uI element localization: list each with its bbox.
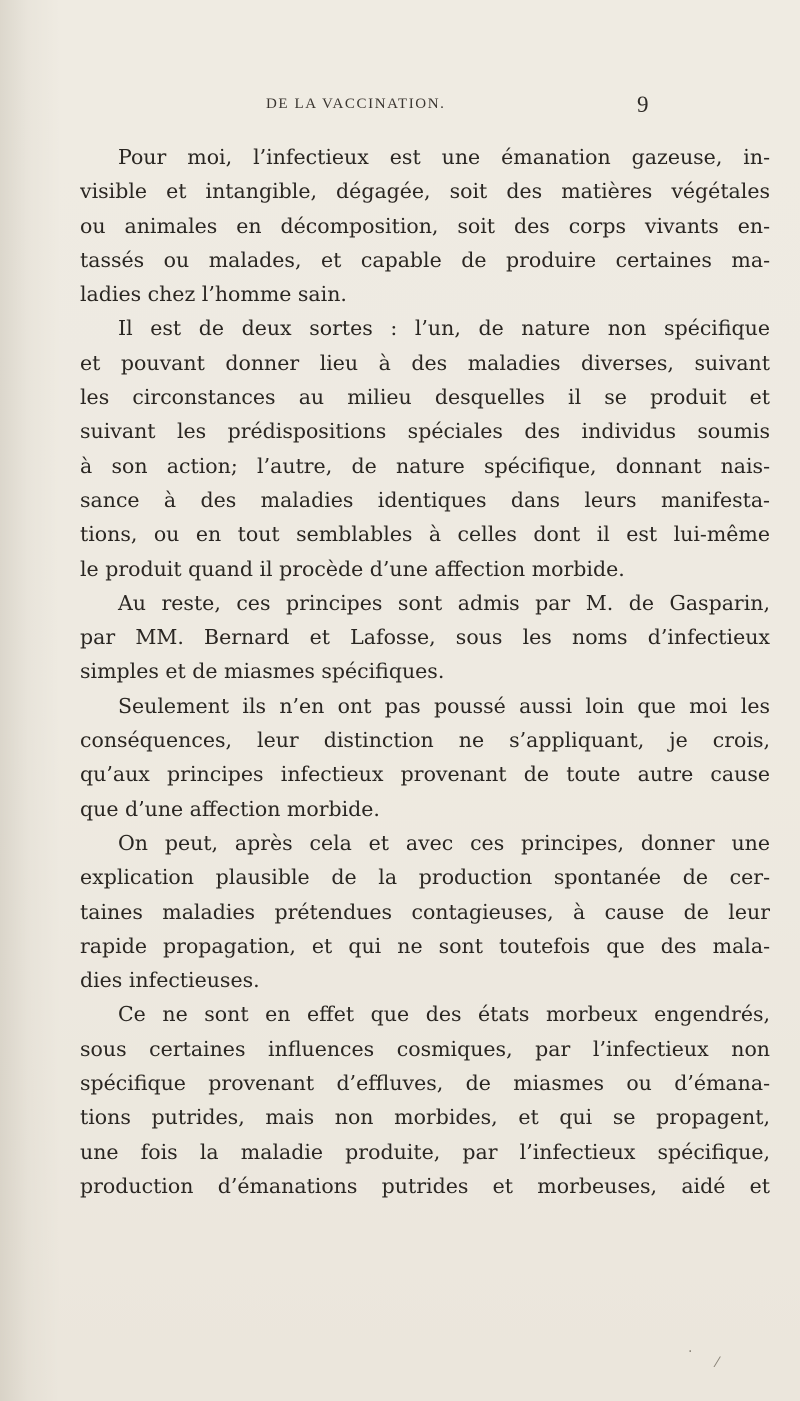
text-line: taines maladies prétendues contagieuses, à cause de leur <box>80 899 770 924</box>
text-line: Ce ne sont en effet que des états morbeux engendrés, <box>118 1002 770 1027</box>
text-line: Pour moi, l’infectieux est une émanation gazeuse, in- <box>118 145 770 169</box>
text-line: qu’aux principes infectieux provenant de toute autre cause <box>80 762 770 787</box>
running-head: DE LA VACCINATION. <box>266 96 446 112</box>
text-line: et pouvant donner lieu à des maladies diverses, suivant <box>80 350 770 375</box>
text-line: explication plausible de la production spontanée de cer- <box>80 865 770 890</box>
text-line: rapide propagation, et qui ne sont toutefois que des mala- <box>80 933 770 958</box>
text-line: production d’émanations putrides et morbeuses, aidé et <box>80 1173 770 1198</box>
text-line: tassés ou malades, et capable de produire certaines ma- <box>80 247 770 272</box>
text-line: dies infectieuses. <box>80 968 260 993</box>
text-line: tions, ou en tout semblables à celles dont il est lui-même <box>80 522 770 547</box>
text-line: par MM. Bernard et Lafosse, sous les noms d’infectieux <box>80 625 770 650</box>
text-line: spécifique provenant d’effluves, de miasmes ou d’émana- <box>80 1071 770 1096</box>
text-line: ladies chez l’homme sain. <box>80 282 347 307</box>
text-line: conséquences, leur distinction ne s’appliquant, je crois, <box>80 728 770 753</box>
text-line: que d’une affection morbide. <box>80 796 380 821</box>
text-line: les circonstances au milieu desquelles il se produit et <box>80 385 770 410</box>
text-line: sance à des maladies identiques dans leurs manifesta- <box>80 487 770 512</box>
text-line: une fois la maladie produite, par l’infectieux spécifique, <box>80 1139 770 1164</box>
text-line: le produit quand il procède d’une affection morbide. <box>80 556 625 581</box>
text-line: à son action; l’autre, de nature spécifique, donnant nais- <box>80 453 770 478</box>
text-line: suivant les prédispositions spéciales des individus soumis <box>80 419 770 444</box>
page-header <box>0 92 800 122</box>
text-line: Au reste, ces principes sont admis par M. de Gasparin, <box>118 590 770 615</box>
text-line: tions putrides, mais non morbides, et qui se propagent, <box>80 1105 770 1130</box>
stray-mark: ⁄ <box>716 1355 719 1371</box>
text-line: sous certaines influences cosmiques, par l’infectieux non <box>80 1036 770 1061</box>
text-line: ou animales en décomposition, soit des corps vivants en- <box>80 213 770 238</box>
text-line: visible et intangible, dégagée, soit des matières végétales <box>80 179 770 204</box>
stray-mark: · <box>688 1344 693 1360</box>
text-line: Seulement ils n’en ont pas poussé aussi loin que moi les <box>118 693 770 718</box>
body-text <box>80 140 770 1203</box>
text-line: simples et de miasmes spécifiques. <box>80 659 445 684</box>
page-number: 9 <box>637 92 649 117</box>
text-line: Il est de deux sortes : l’un, de nature non spécifique <box>118 316 770 341</box>
text-line: On peut, après cela et avec ces principes, donner une <box>118 830 770 855</box>
